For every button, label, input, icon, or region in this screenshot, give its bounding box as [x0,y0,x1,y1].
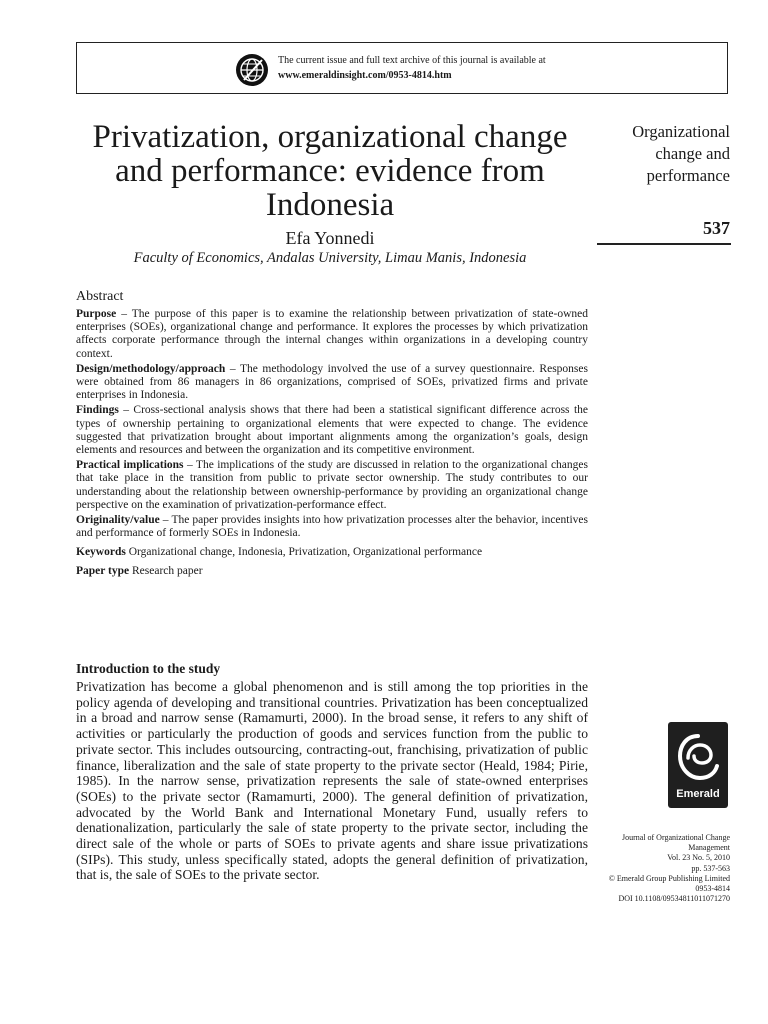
abstract-practical-implications [76,459,588,512]
keywords [76,545,588,559]
abstract-text: – The methodology involved the use of a survey questionnaire. Responses were obtained from 86 managers in 86 organizations, comprised of SOEs, privatized firms and private enterprises in Indonesia. [76,362,588,402]
emerald-e-icon [676,728,720,784]
running-title: Organizational change and performance [632,122,730,185]
emerald-logo [668,722,728,808]
abstract [76,289,588,578]
journal-info-line: Journal of Organizational Change [621,833,730,842]
abstract-text: – The paper provides insights into how privatization processes alter the behavior, incentives and performance of formerly SOEs in Indonesia. [76,514,588,540]
journal-info-line: Vol. 23 No. 5, 2010 [667,853,730,863]
abstract-originality [76,514,588,540]
keywords-label: Keywords [76,546,126,559]
abstract-purpose [76,308,588,361]
abstract-findings [76,404,588,457]
abstract-label: Design/methodology/approach [76,362,226,375]
paper-type-label: Paper type [76,565,130,578]
paper-type [76,564,588,578]
abstract-text: – The implications of the study are discussed in relation to the organizational changes that take place in the transition from public to private sector ownership. The study contributes to our understanding about the relationship between ownership-performance by providing an organizational change perspective on the examination of privatization-performance effect. [76,459,588,511]
journal-info-line: Management [688,843,730,853]
author-name: Efa Yonnedi [285,228,375,248]
abstract-label: Originality/value [76,514,160,527]
journal-info-line: 0953-4814 [695,884,730,894]
author-affiliation: Faculty of Economics, Andalas University, Limau Manis, Indonesia [133,250,527,266]
journal-citation [590,833,730,904]
abstract-text: – The purpose of this paper is to examine the relationship between privatization of state-owned enterprises (SOEs), organizational change and performance. It explores the processes by which privatization affects corporate performance through the internal changes within organizations in a developing country context. [76,308,588,360]
section-heading: Introduction to the study [76,661,221,676]
abstract-methodology [76,363,588,403]
journal-doi: DOI 10.1108/09534811011071270 [618,894,730,904]
abstract-heading: Abstract [76,289,124,304]
keywords-text: Organizational change, Indonesia, Privatization, Organizational performance [125,546,483,559]
abstract-label: Purpose [76,308,117,320]
introduction-section [76,661,588,883]
banner-line: The current issue and full text archive of this journal is available at [278,55,546,66]
paper-type-text: Research paper [129,565,203,578]
section-body: Privatization has become a global phenomenon and is still among the top priorities in the policy agenda of developing and transitional countries. Privatization has been conceptualized in a broad and narrow sense (Ramamurti, 2000). In the broad sense, it refers to any shift of activities or particularly the production of goods and services function from the public to private sector. This includes outsourcing, contracting-out, franchising, privatization of public finance, liberalization and the sale of state property to the private sector (Heald, 1984; Pirie, 1985). In the narrow sense, privatization represents the sale of state-owned enterprises (SOEs) to the private sector (Ramamurti, 2000). The general definition of privatization, advocated by the World Bank and International Monetary Fund, usually refers to denationalization, particularly the sale of state property to the private sector, including the direct sale of the whole or parts of SOEs to private agents and share issue privatizations (SIPs). This study, unless specifically stated, adopts the general definition of privatization, that is, the sale of SOEs to the private sector. [76,679,588,883]
emerald-wordmark: Emerald [676,788,720,800]
page-number: 537 [703,218,730,238]
globe-icon [235,53,269,87]
abstract-label: Practical implications [76,459,184,472]
article-title: Privatization, organizational change and performance: evidence from Indonesia [92,119,568,223]
abstract-label: Findings [76,404,119,417]
journal-url-link[interactable]: www.emeraldinsight.com/0953-4814.htm [278,70,452,81]
banner-text [278,53,546,83]
journal-info-line: © Emerald Group Publishing Limited [608,873,730,883]
sidebar-divider [597,243,731,245]
journal-info-line: pp. 537-563 [691,863,730,873]
journal-availability-banner [76,42,728,94]
abstract-text: – Cross-sectional analysis shows that there had been a statistical significant difference across the types of ownership pertaining to organizational elements that were expected to change. The evidence suggested that privatization brought about important alignments among the organization’s goals, design elements and resources and between the organization and its competitive environment. [76,404,588,457]
